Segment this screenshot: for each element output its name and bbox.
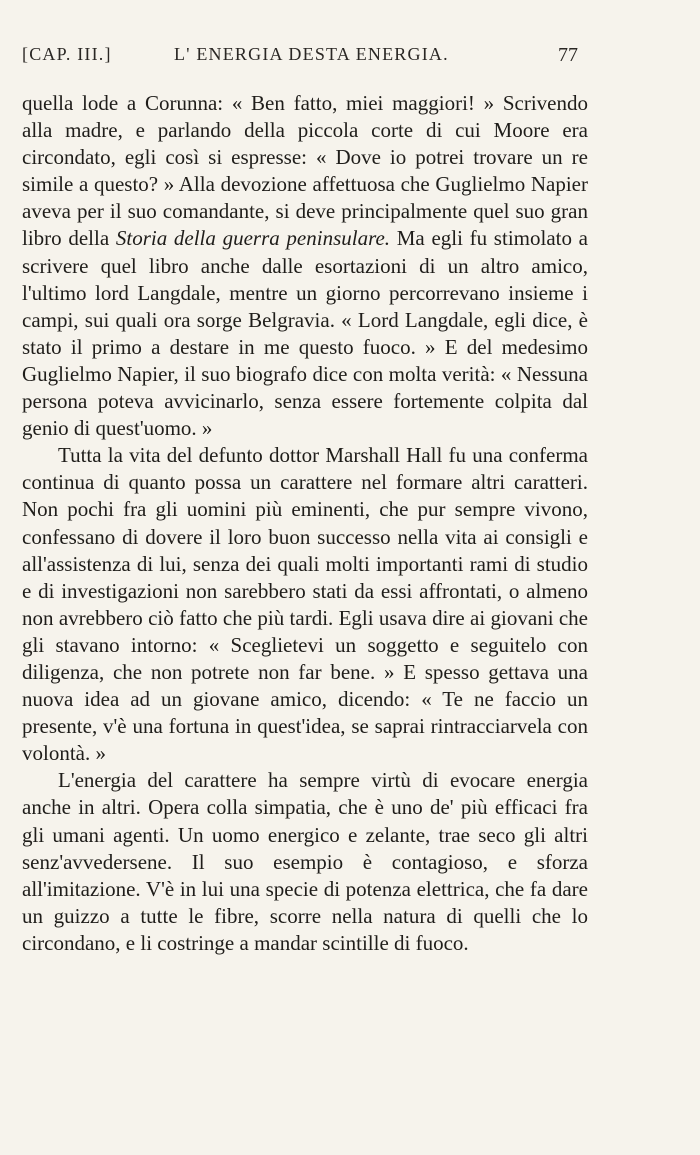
paragraph-1-text-b: Ma egli fu stimolato a scrivere quel libro anche dalle esortazioni di un altro amico, l'ultimo lord Langdale, mentre un giorno percorrevano insieme i campi, sui quali ora sorge Belgravia. « Lord Langdale, egli dice, è stato il primo a destare in me questo fuoco. » E del medesimo Guglielmo Napier, il suo biografo dice con molta verità: « Nessuna persona poteva avvicinarlo, senza essere fortemente colpita dal genio di quest'uomo. » — [22, 226, 588, 441]
running-header — [22, 44, 588, 78]
page-number: 77 — [558, 44, 578, 66]
page-body — [22, 90, 588, 957]
paragraph-1-text-a: quella lode a Corunna: « Ben fatto, miei maggiori! » Scrivendo alla madre, e parlando della piccola corte di cui Moore era circondato, egli così si espresse: « Dove io potrei trovare un re simile a questo? » Alla devozione affettuosa che Guglielmo Napier aveva per il suo comandante, si deve principalmente quel suo gran libro della — [22, 91, 588, 251]
running-title: L' ENERGIA DESTA ENERGIA. — [174, 44, 449, 64]
paragraph-1 — [22, 90, 588, 442]
chapter-label: [CAP. III.] — [22, 44, 112, 64]
paragraph-3: L'energia del carattere ha sempre virtù di evocare energia anche in altri. Opera colla simpatia, che è uno de' più efficaci fra gli umani agenti. Un uomo energico e zelante, trae seco gli altri senz'avvedersene. Il suo esempio è contagioso, e sforza all'imitazione. V'è in lui una specie di potenza elettrica, che fa dare un guizzo a tutte le fibre, scorre nella natura di quelli che lo circondano, e li costringe a mandar scintille di fuoco. — [22, 768, 588, 955]
paragraph-2: Tutta la vita del defunto dottor Marshall Hall fu una conferma continua di quanto possa un carattere nel formare altri caratteri. Non pochi fra gli uomini più eminenti, che pur sempre vivono, confessano di dovere il loro buon successo nella vita ai consigli e all'assistenza di lui, senza dei quali molti importanti rami di studio e di investigazioni non sarebbero stati da essi affrontati, o almeno non avrebbero ciò fatto che più tardi. Egli usava dire ai giovani che gli stavano intorno: « Sceglietevi un soggetto e seguitelo con diligenza, che non potrete non far bene. » E spesso gettava una nuova idea ad un giovane amico, dicendo: « Te ne faccio un presente, v'è una fortuna in quest'idea, se saprai rintracciarvela con volontà. » — [22, 443, 588, 766]
book-title-italic: Storia della guerra peninsulare. — [115, 226, 391, 251]
